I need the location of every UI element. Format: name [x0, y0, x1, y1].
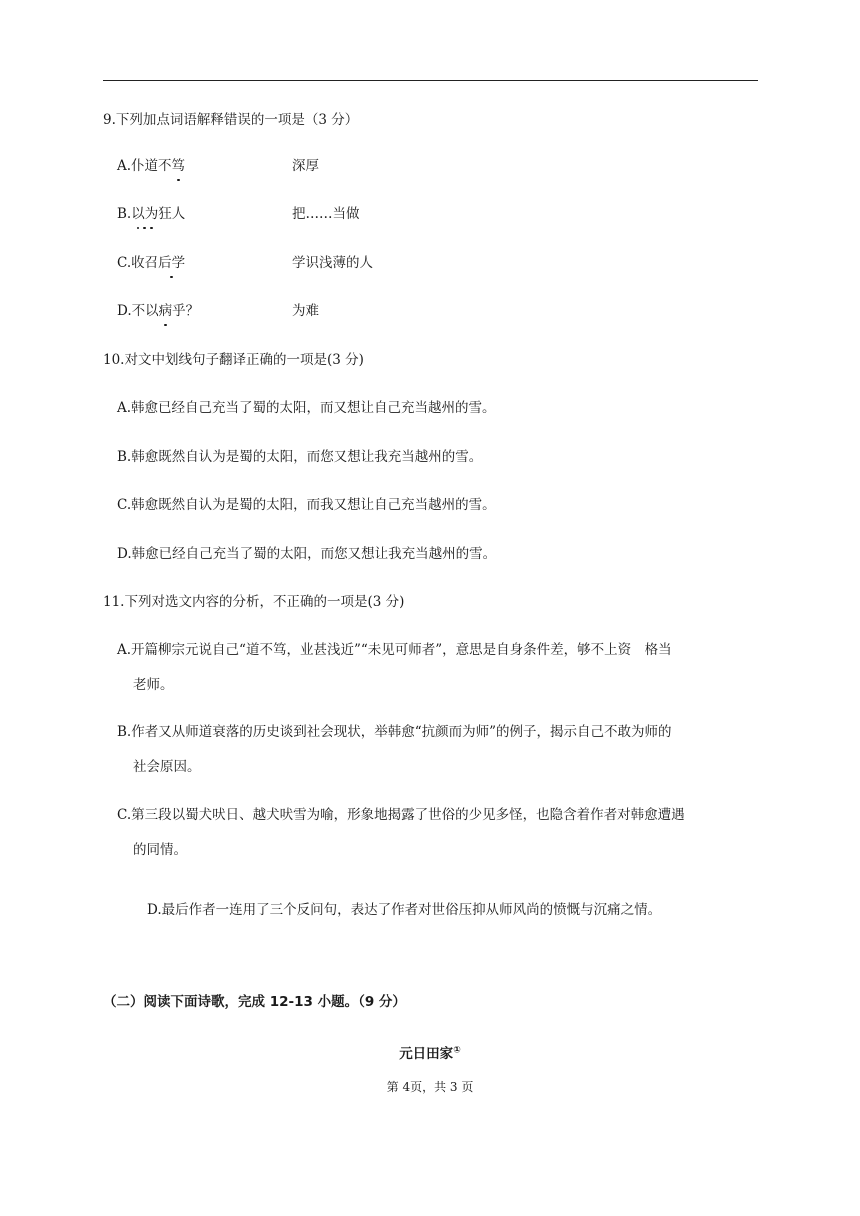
- option-text: 不以: [131, 303, 159, 319]
- q9-option-d: [117, 301, 199, 321]
- q10-option-c: C.韩愈既然自认为是蜀的太阳，而我又想让自己充当越州的雪。: [117, 497, 496, 513]
- option-text: 狂人: [158, 206, 186, 222]
- footnote-mark: ①: [453, 1045, 461, 1056]
- q9-option-b: [117, 204, 185, 224]
- q9-option-c: [117, 253, 185, 273]
- q11-option-c-cont: 的同情。: [133, 842, 187, 858]
- poem-title-text: 元日田家: [399, 1046, 454, 1062]
- q9-option-a: [117, 156, 185, 176]
- q10-option-b: B.韩愈既然自认为是蜀的太阳，而您又想让我充当越州的雪。: [117, 449, 483, 465]
- q11-option-c: C.第三段以蜀犬吠日、越犬吠雪为喻，形象地揭露了世俗的少见多怪，也隐含着作者对韩愈遭遇: [117, 807, 685, 823]
- q11-option-b-cont: 社会原因。: [133, 759, 201, 775]
- q9-stem: 9.下列加点词语解释错误的一项是（3 分）: [103, 112, 359, 128]
- q9-meaning-a: 深厚: [292, 158, 319, 174]
- q10-option-a: A.韩愈已经自己充当了蜀的太阳，而又想让自己充当越州的雪。: [117, 400, 496, 416]
- option-letter: A.: [117, 158, 132, 174]
- q11-option-a-cont: 老师。: [133, 677, 174, 693]
- q11-option-d: D.最后作者一连用了三个反问句，表达了作者对世俗压抑从师风尚的愤慨与沉痛之情。: [147, 902, 662, 918]
- poem-title: [0, 1044, 860, 1064]
- dotted-char: 为: [144, 206, 159, 222]
- section-heading: （二）阅读下面诗歌，完成 12-13 小题。（9 分）: [103, 994, 406, 1010]
- option-text: 收召: [131, 255, 159, 271]
- dotted-char: 以: [131, 206, 145, 222]
- dotted-word: 笃: [171, 158, 186, 174]
- q9-meaning-d: 为难: [292, 303, 319, 319]
- dotted-word: [131, 204, 158, 224]
- dotted-word: 后学: [158, 255, 186, 271]
- option-letter: B.: [117, 206, 132, 222]
- header-rule: [103, 80, 758, 81]
- q11-option-b: B.作者又从师道衰落的历史谈到社会现状，举韩愈“抗颜而为师”的例子，揭示自己不敢为师的: [117, 724, 672, 740]
- option-text: 仆道不: [131, 158, 172, 174]
- page-footer: 第 4页，共 3 页: [386, 1080, 474, 1094]
- option-letter: D.: [117, 303, 132, 319]
- q11-option-a: A.开篇柳宗元说自己“道不笃，业甚浅近”“未见可师者”，意思是自身条件差，够不上资 格当: [117, 642, 672, 658]
- q9-meaning-c: 学识浅薄的人: [292, 255, 373, 271]
- option-letter: C.: [117, 255, 132, 271]
- dotted-word: 病: [158, 303, 173, 319]
- option-text: 乎？: [172, 303, 200, 319]
- q10-option-d: D.韩愈已经自己充当了蜀的太阳，而您又想让我充当越州的雪。: [117, 546, 497, 562]
- q10-stem: 10.对文中划线句子翻译正确的一项是(3 分): [103, 352, 364, 368]
- q11-stem: 11.下列对选文内容的分析，不正确的一项是(3 分): [103, 594, 405, 610]
- q9-meaning-b: 把……当做: [292, 206, 360, 222]
